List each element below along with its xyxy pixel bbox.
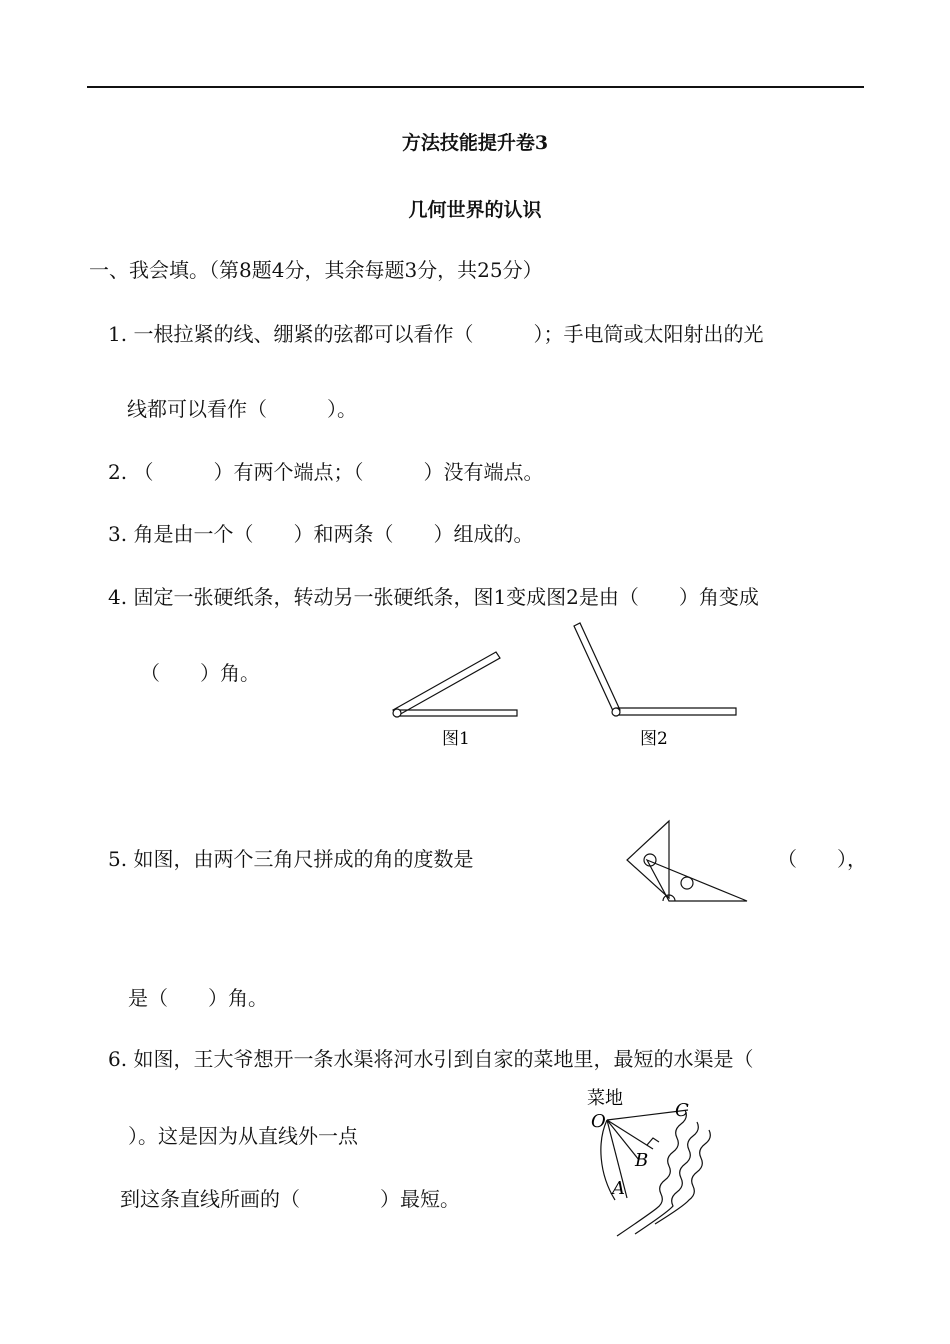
- q5-line2: 是（ ）角。: [128, 986, 268, 1010]
- point-a-label: A: [612, 1178, 625, 1199]
- point-b-label: B: [635, 1150, 649, 1171]
- figure-2-angle: [570, 620, 745, 748]
- set-squares-figure: [622, 818, 754, 906]
- point-o-label: O: [591, 1111, 606, 1132]
- figure-1-caption: 图1: [442, 729, 470, 749]
- q6-line1: 6. 如图，王大爷想开一条水渠将河水引到自家的菜地里，最短的水渠是（: [108, 1047, 754, 1071]
- q5-blank: （ ），: [777, 847, 867, 871]
- section-heading: 一、我会填。（第8题4分，其余每题3分，共25分）: [89, 258, 543, 282]
- q5-line1: 5. 如图，由两个三角尺拼成的角的度数是: [108, 847, 474, 871]
- q3-line1: 3. 角是由一个（ ）和两条（ ）组成的。: [108, 522, 534, 546]
- q4-line2: （ ）角。: [140, 661, 260, 685]
- q1-line1: 1. 一根拉紧的线、绷紧的弦都可以看作（ ）；手电筒或太阳射出的光: [108, 322, 764, 346]
- q2-line1: 2. （ ）有两个端点；（ ）没有端点。: [108, 460, 544, 484]
- q6-line2: ）。这是因为从直线外一点: [128, 1124, 358, 1148]
- point-c-label: C: [675, 1100, 689, 1121]
- q6-line3: 到这条直线所画的（ ）最短。: [120, 1187, 460, 1211]
- figure-1-angle: [385, 648, 525, 748]
- q4-line1: 4. 固定一张硬纸条，转动另一张硬纸条，图1变成图2是由（ ）角变成: [108, 585, 759, 609]
- field-label: 菜地: [587, 1088, 623, 1109]
- page-subtitle: 几何世界的认识: [408, 199, 542, 221]
- q1-line2: 线都可以看作（ ）。: [127, 397, 357, 421]
- field-river-figure: [585, 1082, 725, 1232]
- top-rule: [87, 86, 864, 88]
- figure-2-caption: 图2: [640, 729, 668, 749]
- page-title: 方法技能提升卷3: [401, 132, 549, 154]
